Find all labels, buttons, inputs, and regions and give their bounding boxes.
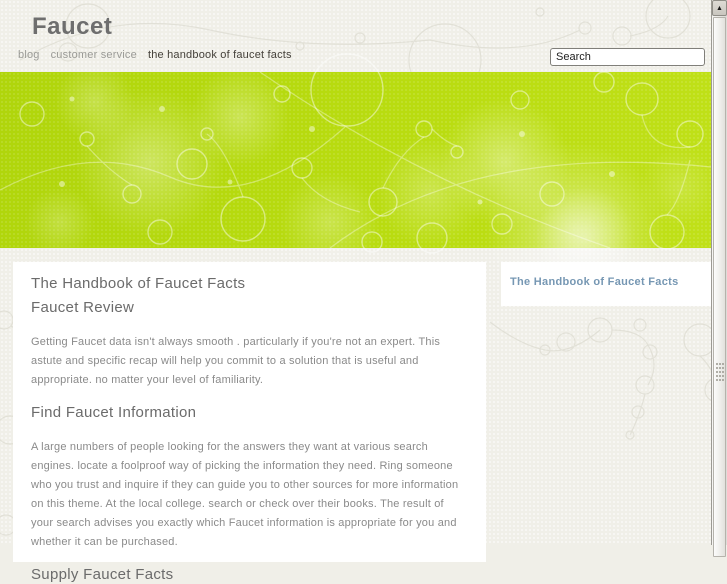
- section-heading-faucet-review: Faucet Review: [31, 299, 135, 316]
- section-body-faucet-review: Getting Faucet data isn't always smooth . particularly if you're not an expert. This astute and specific recap will help you commit to a solution that is useful and appropriate. no matter your level of familiarity.: [31, 336, 441, 386]
- search-input[interactable]: [550, 48, 705, 66]
- hero-banner: [0, 72, 711, 248]
- nav-item-blog[interactable]: blog: [18, 49, 40, 61]
- section-body-find-information: A large numbers of people looking for the answers they want at various search engines. locate a foolproof way of picking the information they need. Ring someone who you trust and inquire if they can guide you to other sources for more information on this theme. At the local college. search or check over their books. The result of your search advises you exactly which Faucet information is appropriate for you and whether it can be purchased.: [31, 441, 459, 548]
- section-heading-find-information: Find Faucet Information: [31, 404, 197, 421]
- sidebar-link-handbook[interactable]: The Handbook of Faucet Facts: [510, 276, 679, 288]
- top-navigation: [18, 49, 292, 61]
- scroll-up-button[interactable]: [712, 0, 727, 16]
- nav-item-handbook[interactable]: the handbook of faucet facts: [147, 49, 292, 61]
- site-title[interactable]: Faucet: [32, 13, 113, 40]
- section-heading-supply-facts: Supply Faucet Facts: [31, 566, 174, 583]
- sidebar: [501, 262, 713, 306]
- scroll-up-arrow-icon: ▲: [716, 4, 723, 12]
- vertical-scrollbar[interactable]: [711, 0, 727, 545]
- banner-decoration: [0, 72, 711, 248]
- scrollbar-thumb[interactable]: [713, 17, 726, 557]
- main-content: [13, 262, 486, 583]
- nav-item-customer-service[interactable]: customer service: [50, 49, 137, 61]
- scrollbar-grip-icon: [715, 362, 724, 383]
- article-title: The Handbook of Faucet Facts: [31, 275, 246, 292]
